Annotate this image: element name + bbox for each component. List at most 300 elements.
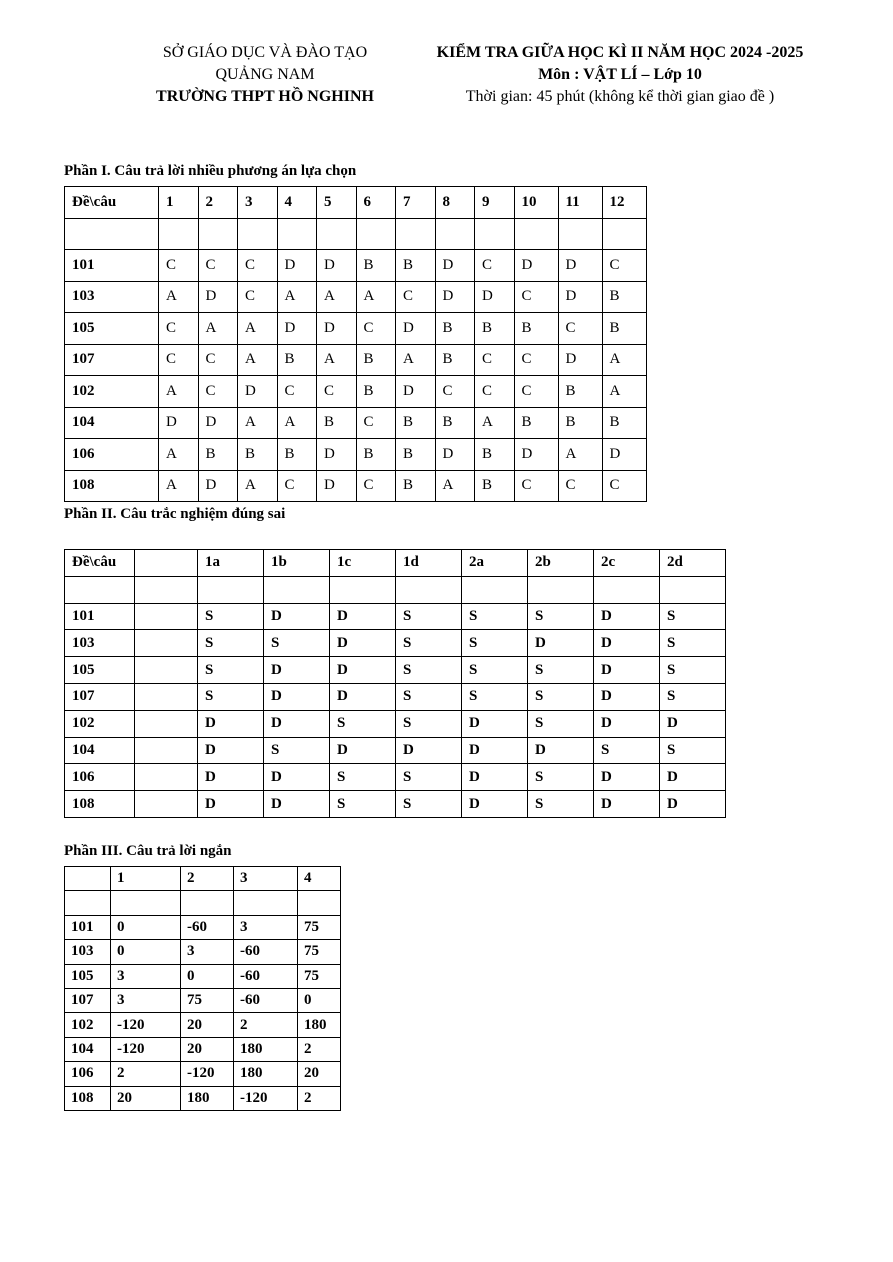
exam-code-cell: 106 (65, 764, 135, 791)
answer-cell: D (558, 281, 602, 313)
answer-cell: D (660, 710, 726, 737)
answer-cell: D (330, 657, 396, 684)
answer-cell: 2 (298, 1086, 341, 1110)
answer-cell: S (396, 710, 462, 737)
answer-cell: A (238, 344, 278, 376)
answer-cell: D (159, 407, 199, 439)
answer-cell: D (594, 791, 660, 818)
table-row (65, 964, 341, 988)
exam-code-cell: 104 (65, 1037, 111, 1061)
answer-cell: B (435, 313, 475, 345)
answer-cell (462, 576, 528, 603)
answer-cell: S (330, 791, 396, 818)
exam-code-cell: 108 (65, 791, 135, 818)
answer-cell: 75 (298, 915, 341, 939)
exam-title: KIỂM TRA GIỮA HỌC KÌ II NĂM HỌC 2024 -2025 (436, 44, 804, 61)
answer-cell: S (330, 710, 396, 737)
answer-cell: D (238, 376, 278, 408)
exam-code-cell: 102 (65, 376, 159, 408)
exam-code-cell (65, 891, 111, 915)
answer-cell: D (462, 737, 528, 764)
answer-cell: S (594, 737, 660, 764)
answer-cell: C (277, 376, 317, 408)
answer-cell (234, 891, 298, 915)
answer-cell: C (238, 281, 278, 313)
answer-cell: 180 (298, 1013, 341, 1037)
answer-cell: S (528, 710, 594, 737)
answer-cell: B (238, 439, 278, 471)
answer-cell (317, 218, 357, 250)
answer-cell: D (198, 737, 264, 764)
answer-cell (356, 218, 396, 250)
table-row (65, 657, 726, 684)
answer-cell: B (198, 439, 238, 471)
answer-cell (298, 891, 341, 915)
header-cell: 3 (238, 187, 278, 219)
header-school-block (130, 42, 400, 108)
answer-cell (135, 737, 198, 764)
header-cell: 4 (277, 187, 317, 219)
table-row (65, 470, 647, 502)
answer-cell: C (159, 313, 199, 345)
answer-cell: D (660, 791, 726, 818)
answer-cell: D (330, 683, 396, 710)
answer-cell: D (277, 313, 317, 345)
exam-code-cell: 107 (65, 683, 135, 710)
answer-cell: B (602, 313, 646, 345)
table-row (65, 439, 647, 471)
answer-cell: C (475, 250, 515, 282)
answer-cell (528, 576, 594, 603)
answer-cell (198, 218, 238, 250)
answer-cell: 75 (298, 964, 341, 988)
answer-cell: C (356, 470, 396, 502)
answer-cell: C (475, 376, 515, 408)
header-cell: 2 (181, 867, 234, 891)
answer-cell: A (317, 281, 357, 313)
answer-cell: S (198, 683, 264, 710)
table-row (65, 281, 647, 313)
answer-cell: S (264, 737, 330, 764)
answer-cell (111, 891, 181, 915)
table-row (65, 710, 726, 737)
answer-cell (277, 218, 317, 250)
header-cell: 5 (317, 187, 357, 219)
exam-code-cell: 101 (65, 915, 111, 939)
answer-cell (602, 218, 646, 250)
answer-cell: D (264, 603, 330, 630)
answer-cell: D (462, 764, 528, 791)
answer-cell: D (317, 313, 357, 345)
table-row (65, 250, 647, 282)
answer-cell: A (238, 407, 278, 439)
header-cell: 9 (475, 187, 515, 219)
answer-cell: D (594, 683, 660, 710)
header-cell: 12 (602, 187, 646, 219)
exam-code-cell: 108 (65, 1086, 111, 1110)
table-row (65, 407, 647, 439)
answer-cell: 0 (181, 964, 234, 988)
answer-cell: A (558, 439, 602, 471)
answer-cell: D (264, 791, 330, 818)
answer-cell: B (356, 376, 396, 408)
header-cell: 2 (198, 187, 238, 219)
header-cell: 6 (356, 187, 396, 219)
answer-cell: B (514, 313, 558, 345)
exam-code-cell: 106 (65, 1062, 111, 1086)
answer-cell: 75 (298, 940, 341, 964)
answer-cell: A (356, 281, 396, 313)
answer-cell: D (594, 657, 660, 684)
header-cell: 11 (558, 187, 602, 219)
table-row (65, 376, 647, 408)
answer-cell: A (159, 376, 199, 408)
answer-cell: S (396, 603, 462, 630)
answer-cell: S (396, 683, 462, 710)
answer-cell: S (528, 764, 594, 791)
table-row (65, 313, 647, 345)
answer-cell (135, 603, 198, 630)
answer-cell: D (330, 603, 396, 630)
answer-cell: D (594, 603, 660, 630)
answer-cell: S (198, 630, 264, 657)
answer-cell: D (317, 439, 357, 471)
answer-cell: 0 (111, 915, 181, 939)
answer-cell (475, 218, 515, 250)
answer-cell (135, 657, 198, 684)
answer-cell: 0 (298, 988, 341, 1012)
answer-cell: A (159, 439, 199, 471)
answer-cell: S (660, 683, 726, 710)
answer-cell: D (528, 630, 594, 657)
header-cell: Đề\câu (65, 187, 159, 219)
answer-cell: D (435, 281, 475, 313)
answer-cell: -60 (234, 988, 298, 1012)
answer-cell: D (198, 710, 264, 737)
table-row (65, 1062, 341, 1086)
answer-cell (330, 576, 396, 603)
table-row (65, 218, 647, 250)
exam-code-cell (65, 218, 159, 250)
answer-cell: C (602, 250, 646, 282)
header-cell: 1d (396, 550, 462, 577)
header-cell: 4 (298, 867, 341, 891)
table-row (65, 1013, 341, 1037)
answer-cell: D (558, 344, 602, 376)
answer-cell: D (277, 250, 317, 282)
answer-cell: B (558, 376, 602, 408)
exam-code-cell (65, 576, 135, 603)
answer-cell: D (602, 439, 646, 471)
answer-cell: S (396, 764, 462, 791)
answer-cell: A (435, 470, 475, 502)
answer-cell: 3 (111, 988, 181, 1012)
answer-cell (135, 576, 198, 603)
answer-cell: D (264, 683, 330, 710)
answer-cell: B (475, 439, 515, 471)
answer-cell: D (396, 737, 462, 764)
exam-code-cell: 101 (65, 250, 159, 282)
answer-cell: D (264, 764, 330, 791)
answer-cell: B (396, 250, 436, 282)
header-cell: 2b (528, 550, 594, 577)
answer-cell: 75 (181, 988, 234, 1012)
answer-cell (396, 218, 436, 250)
header-cell: 1 (111, 867, 181, 891)
answer-cell: S (462, 630, 528, 657)
school-name: TRƯỜNG THPT HỒ NGHINH (156, 88, 374, 105)
answer-cell: A (475, 407, 515, 439)
answer-cell: C (514, 376, 558, 408)
answer-cell: A (277, 281, 317, 313)
answer-cell: 20 (298, 1062, 341, 1086)
answer-cell: D (435, 439, 475, 471)
part1-answer-table (64, 186, 647, 502)
answer-cell: S (396, 630, 462, 657)
answer-cell: C (558, 313, 602, 345)
table-row (65, 915, 341, 939)
answer-cell: C (356, 407, 396, 439)
answer-cell: 2 (298, 1037, 341, 1061)
answer-cell (558, 218, 602, 250)
province-name: QUẢNG NAM (215, 66, 315, 83)
exam-code-cell: 103 (65, 940, 111, 964)
answer-cell: A (238, 313, 278, 345)
answer-cell: S (660, 657, 726, 684)
answer-cell: S (462, 657, 528, 684)
answer-cell: C (238, 250, 278, 282)
header-cell: 7 (396, 187, 436, 219)
header-cell (135, 550, 198, 577)
answer-cell: D (317, 470, 357, 502)
part2-answer-table (64, 549, 726, 818)
exam-code-cell: 105 (65, 657, 135, 684)
header-cell: 2d (660, 550, 726, 577)
exam-code-cell: 104 (65, 407, 159, 439)
answer-cell: B (475, 470, 515, 502)
answer-cell: A (317, 344, 357, 376)
answer-cell: B (514, 407, 558, 439)
answer-cell: C (317, 376, 357, 408)
answer-cell: D (435, 250, 475, 282)
table-row (65, 1037, 341, 1061)
answer-cell: C (159, 250, 199, 282)
answer-cell: C (558, 470, 602, 502)
answer-cell: 180 (234, 1062, 298, 1086)
answer-cell: B (435, 407, 475, 439)
answer-cell: S (528, 683, 594, 710)
answer-cell: S (462, 603, 528, 630)
header-exam-block (400, 42, 840, 108)
answer-cell: D (317, 250, 357, 282)
answer-cell: D (264, 657, 330, 684)
answer-cell (238, 218, 278, 250)
table-row (65, 344, 647, 376)
table-header-row (65, 867, 341, 891)
answer-cell: -60 (181, 915, 234, 939)
answer-cell: B (277, 344, 317, 376)
answer-cell (135, 630, 198, 657)
answer-cell: A (396, 344, 436, 376)
header-cell (65, 867, 111, 891)
part3-title: Phần III. Câu trả lời ngắn (64, 843, 232, 859)
answer-cell: S (396, 657, 462, 684)
exam-code-cell: 106 (65, 439, 159, 471)
answer-cell: C (514, 470, 558, 502)
answer-cell: C (396, 281, 436, 313)
table-row (65, 1086, 341, 1110)
answer-cell: -120 (111, 1037, 181, 1061)
header-cell: 1 (159, 187, 199, 219)
answer-cell: C (198, 376, 238, 408)
answer-cell: D (514, 250, 558, 282)
answer-cell: A (198, 313, 238, 345)
header-cell: 1a (198, 550, 264, 577)
answer-cell: D (396, 376, 436, 408)
exam-code-cell: 108 (65, 470, 159, 502)
exam-code-cell: 103 (65, 630, 135, 657)
answer-cell: D (198, 281, 238, 313)
answer-cell: C (356, 313, 396, 345)
answer-cell: D (475, 281, 515, 313)
answer-cell: C (277, 470, 317, 502)
answer-cell: C (198, 250, 238, 282)
answer-cell: 180 (234, 1037, 298, 1061)
answer-cell (435, 218, 475, 250)
answer-cell: A (159, 281, 199, 313)
answer-cell: D (594, 764, 660, 791)
exam-code-cell: 107 (65, 344, 159, 376)
header-cell: 1b (264, 550, 330, 577)
answer-cell: 20 (181, 1013, 234, 1037)
answer-cell: A (238, 470, 278, 502)
answer-cell: A (159, 470, 199, 502)
exam-code-cell: 101 (65, 603, 135, 630)
answer-cell: D (264, 710, 330, 737)
answer-cell: S (528, 657, 594, 684)
answer-cell: B (277, 439, 317, 471)
table-row (65, 891, 341, 915)
answer-cell: B (602, 407, 646, 439)
answer-cell: D (594, 710, 660, 737)
answer-cell: S (462, 683, 528, 710)
answer-cell (159, 218, 199, 250)
department-name: SỞ GIÁO DỤC VÀ ĐÀO TẠO (162, 44, 368, 61)
answer-cell: D (198, 791, 264, 818)
answer-cell: B (558, 407, 602, 439)
answer-cell: C (198, 344, 238, 376)
answer-cell: S (660, 630, 726, 657)
answer-cell: A (602, 344, 646, 376)
answer-cell: D (594, 630, 660, 657)
answer-cell: D (462, 710, 528, 737)
exam-code-cell: 105 (65, 313, 159, 345)
answer-cell: -60 (234, 940, 298, 964)
subject-line: Môn : VẬT LÍ – Lớp 10 (538, 66, 702, 83)
exam-code-cell: 105 (65, 964, 111, 988)
answer-cell: D (528, 737, 594, 764)
answer-cell: D (660, 764, 726, 791)
answer-cell: S (198, 657, 264, 684)
answer-cell: S (660, 737, 726, 764)
duration-line: Thời gian: 45 phút (không kể thời gian giao đề ) (465, 88, 775, 105)
part2-title: Phần II. Câu trắc nghiệm đúng sai (64, 506, 286, 522)
answer-cell: -120 (234, 1086, 298, 1110)
answer-cell: B (317, 407, 357, 439)
answer-cell: C (514, 344, 558, 376)
header-cell: 8 (435, 187, 475, 219)
answer-cell (135, 710, 198, 737)
answer-cell: -120 (181, 1062, 234, 1086)
answer-cell: 3 (111, 964, 181, 988)
answer-cell: D (558, 250, 602, 282)
answer-cell (594, 576, 660, 603)
answer-cell: D (198, 764, 264, 791)
answer-cell: B (435, 344, 475, 376)
answer-cell: -60 (234, 964, 298, 988)
answer-cell: A (602, 376, 646, 408)
answer-cell: C (159, 344, 199, 376)
answer-cell: 2 (234, 1013, 298, 1037)
table-header-row (65, 550, 726, 577)
answer-cell: A (277, 407, 317, 439)
answer-cell: D (462, 791, 528, 818)
answer-cell: 20 (181, 1037, 234, 1061)
table-header-row (65, 187, 647, 219)
answer-cell: S (264, 630, 330, 657)
table-row (65, 764, 726, 791)
exam-code-cell: 102 (65, 1013, 111, 1037)
header-cell: 2a (462, 550, 528, 577)
part3-answer-table (64, 866, 341, 1111)
answer-cell: C (602, 470, 646, 502)
answer-cell (135, 791, 198, 818)
answer-cell: D (514, 439, 558, 471)
answer-cell: B (396, 439, 436, 471)
answer-cell (135, 683, 198, 710)
header-cell: 2c (594, 550, 660, 577)
answer-cell: -120 (111, 1013, 181, 1037)
answer-cell: S (528, 791, 594, 818)
answer-cell: C (475, 344, 515, 376)
answer-cell (660, 576, 726, 603)
header-cell: 1c (330, 550, 396, 577)
header-cell: Đề\câu (65, 550, 135, 577)
table-row (65, 737, 726, 764)
header-cell: 3 (234, 867, 298, 891)
answer-cell: B (475, 313, 515, 345)
answer-cell: 2 (111, 1062, 181, 1086)
table-row (65, 791, 726, 818)
answer-cell (181, 891, 234, 915)
answer-cell: B (396, 470, 436, 502)
answer-cell: B (356, 250, 396, 282)
answer-cell: S (660, 603, 726, 630)
answer-cell (514, 218, 558, 250)
answer-cell: 180 (181, 1086, 234, 1110)
table-row (65, 630, 726, 657)
table-row (65, 603, 726, 630)
answer-cell: B (396, 407, 436, 439)
answer-cell: D (198, 407, 238, 439)
answer-cell (198, 576, 264, 603)
table-row (65, 576, 726, 603)
answer-cell: S (396, 791, 462, 818)
answer-cell: 0 (111, 940, 181, 964)
answer-cell: C (435, 376, 475, 408)
answer-cell: D (330, 737, 396, 764)
answer-cell: S (198, 603, 264, 630)
